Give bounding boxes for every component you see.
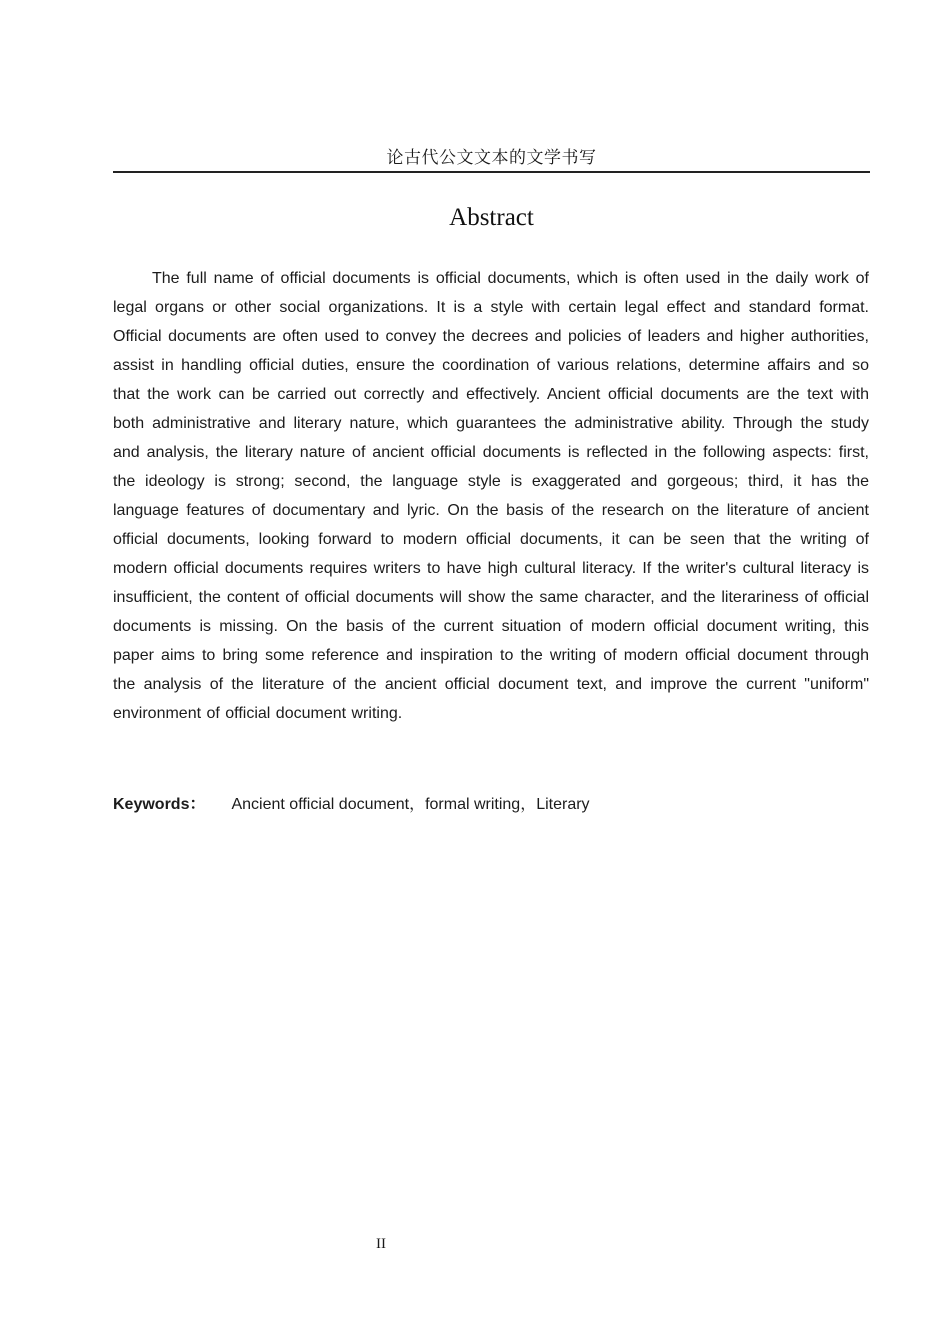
abstract-title: Abstract — [449, 204, 534, 231]
page-number: II — [376, 1236, 386, 1252]
abstract-body-paragraph: The full name of official documents is official documents, which is often used in the daily work of legal organs or other social organizations. It is a style with certain legal effect and standard format. Official documents are often used to convey the decrees and policies of leaders and higher authorities, assist in handling official duties, ensure the coordination of various relations, determine affairs and so that the work can be carried out correctly and effectively. Ancient official documents are the text with both administrative and literary nature, which guarantees the administrative ability. Through the study and analysis, the literary nature of ancient official documents is reflected in the following aspects: first, the ideology is strong; second, the language style is exaggerated and gorgeous; third, it has the language features of documentary and lyric. On the basis of the research on the literature of ancient official documents, looking forward to modern official documents, it can be seen that the writing of modern official documents requires writers to have high cultural literacy. If the writer's cultural literacy is insufficient, the content of official documents will show the same character, and the literariness of official documents is missing. On the basis of the current situation of modern official document writing, this paper aims to bring some reference and inspiration to the writing of modern official document through the analysis of the literature of the ancient official document text, and improve the current "uniform" environment of official document writing. — [113, 270, 869, 722]
page-header — [113, 147, 870, 173]
header-running-title: 论古代公文文本的文学书写 — [386, 148, 597, 168]
keywords-value: Ancient official document，formal writing，Literary — [231, 796, 590, 813]
keywords-label: Keywords： — [113, 796, 206, 813]
keywords-line — [113, 790, 869, 819]
